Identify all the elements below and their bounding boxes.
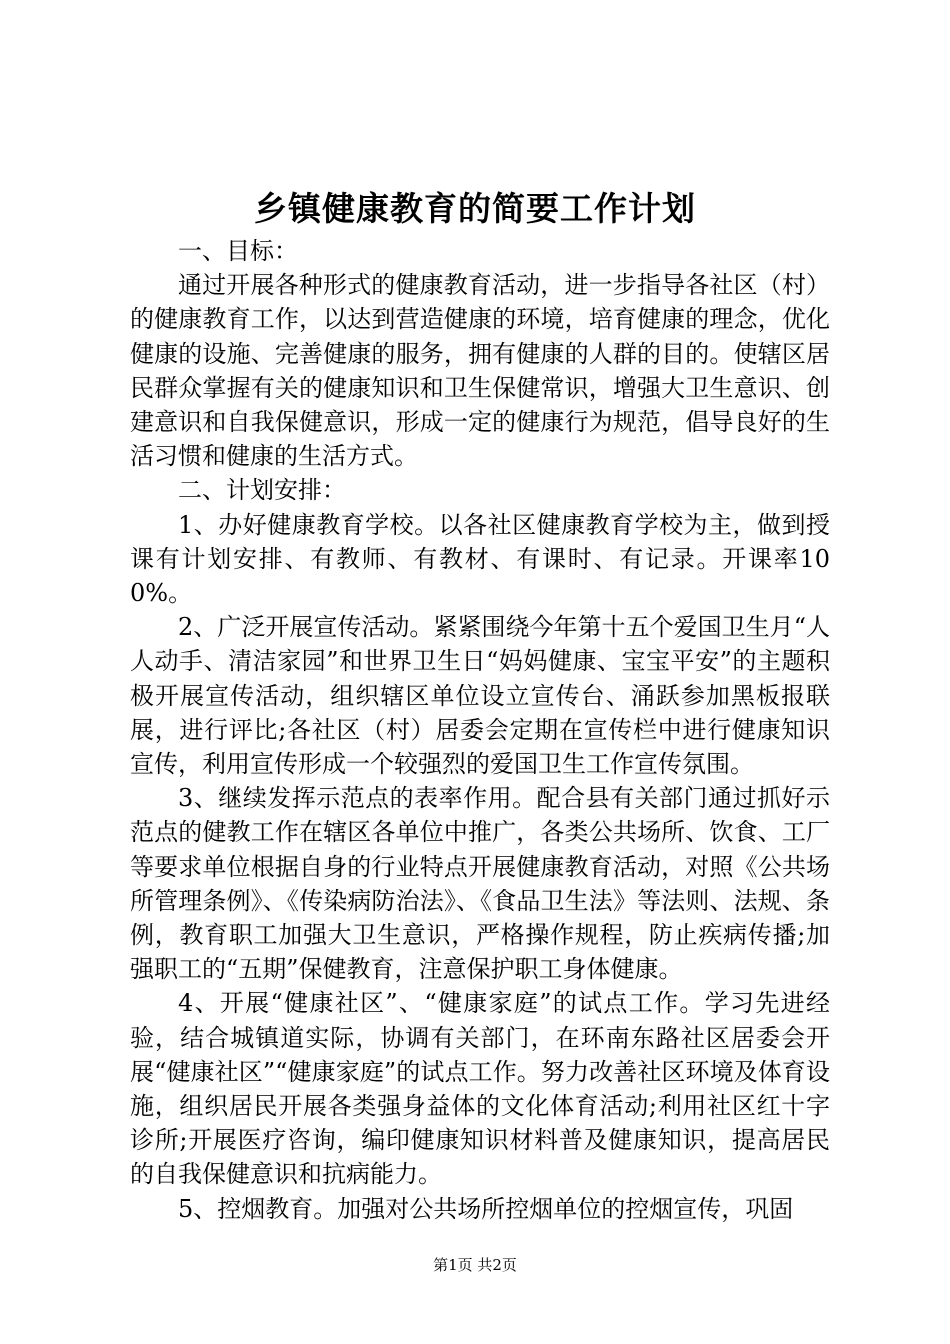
paragraph-goal: 通过开展各种形式的健康教育活动，进一步指导各社区（村）的健康教育工作，以达到营造健康的环境，培育健康的理念，优化健康的设施、完善健康的服务，拥有健康的人群的目的。使辖区居民群众掌握有关的健康知识和卫生保健常识，增强大卫生意识、创建意识和自我保健意识，形成一定的健康行为规范，倡导良好的生活习惯和健康的生活方式。: [130, 271, 830, 471]
page-number-footer: 第1页 共2页: [433, 1256, 517, 1274]
section-heading-plan: 二、计划安排：: [178, 476, 346, 505]
document-body: [130, 234, 830, 1226]
paragraph-item-2: 2、广泛开展宣传活动。紧紧围绕今年第十五个爱国卫生月“人人动手、清洁家园”和世界卫生日“妈妈健康、宝宝平安”的主题积极开展宣传活动，组织辖区单位设立宣传台、涌跃参加黑板报联展，进行评比;各社区（村）居委会定期在宣传栏中进行健康知识宣传，利用宣传形成一个较强烈的爱国卫生工作宣传氛围。: [130, 613, 830, 779]
document-title: 乡镇健康教育的简要工作计划: [254, 189, 696, 228]
paragraph-item-1: 1、办好健康教育学校。以各社区健康教育学校为主，做到授课有计划安排、有教师、有教材、有课时、有记录。开课率100%。: [130, 510, 830, 608]
paragraph-item-5: 5、控烟教育。加强对公共场所控烟单位的控烟宣传，巩固: [178, 1194, 794, 1223]
paragraph-item-4: 4、开展“健康社区”、“健康家庭”的试点工作。学习先进经验，结合城镇道实际，协调有关部门，在环南东路社区居委会开展“健康社区”“健康家庭”的试点工作。努力改善社区环境及体育设施，组织居民开展各类强身益体的文化体育活动;利用社区红十字诊所;开展医疗咨询，编印健康知识材料普及健康知识，提高居民的自我保健意识和抗病能力。: [130, 989, 830, 1189]
section-heading-goal: 一、目标：: [178, 237, 298, 265]
paragraph-item-3: 3、继续发挥示范点的表率作用。配合县有关部门通过抓好示范点的健教工作在辖区各单位中推广，各类公共场所、饮食、工厂等要求单位根据自身的行业特点开展健康教育活动，对照《公共场所管理条例》、《传染病防治法》、《食品卫生法》等法则、法规、条例，教育职工加强大卫生意识，严格操作规程，防止疾病传播;加强职工的“五期”保健教育，注意保护职工身体健康。: [130, 784, 830, 984]
